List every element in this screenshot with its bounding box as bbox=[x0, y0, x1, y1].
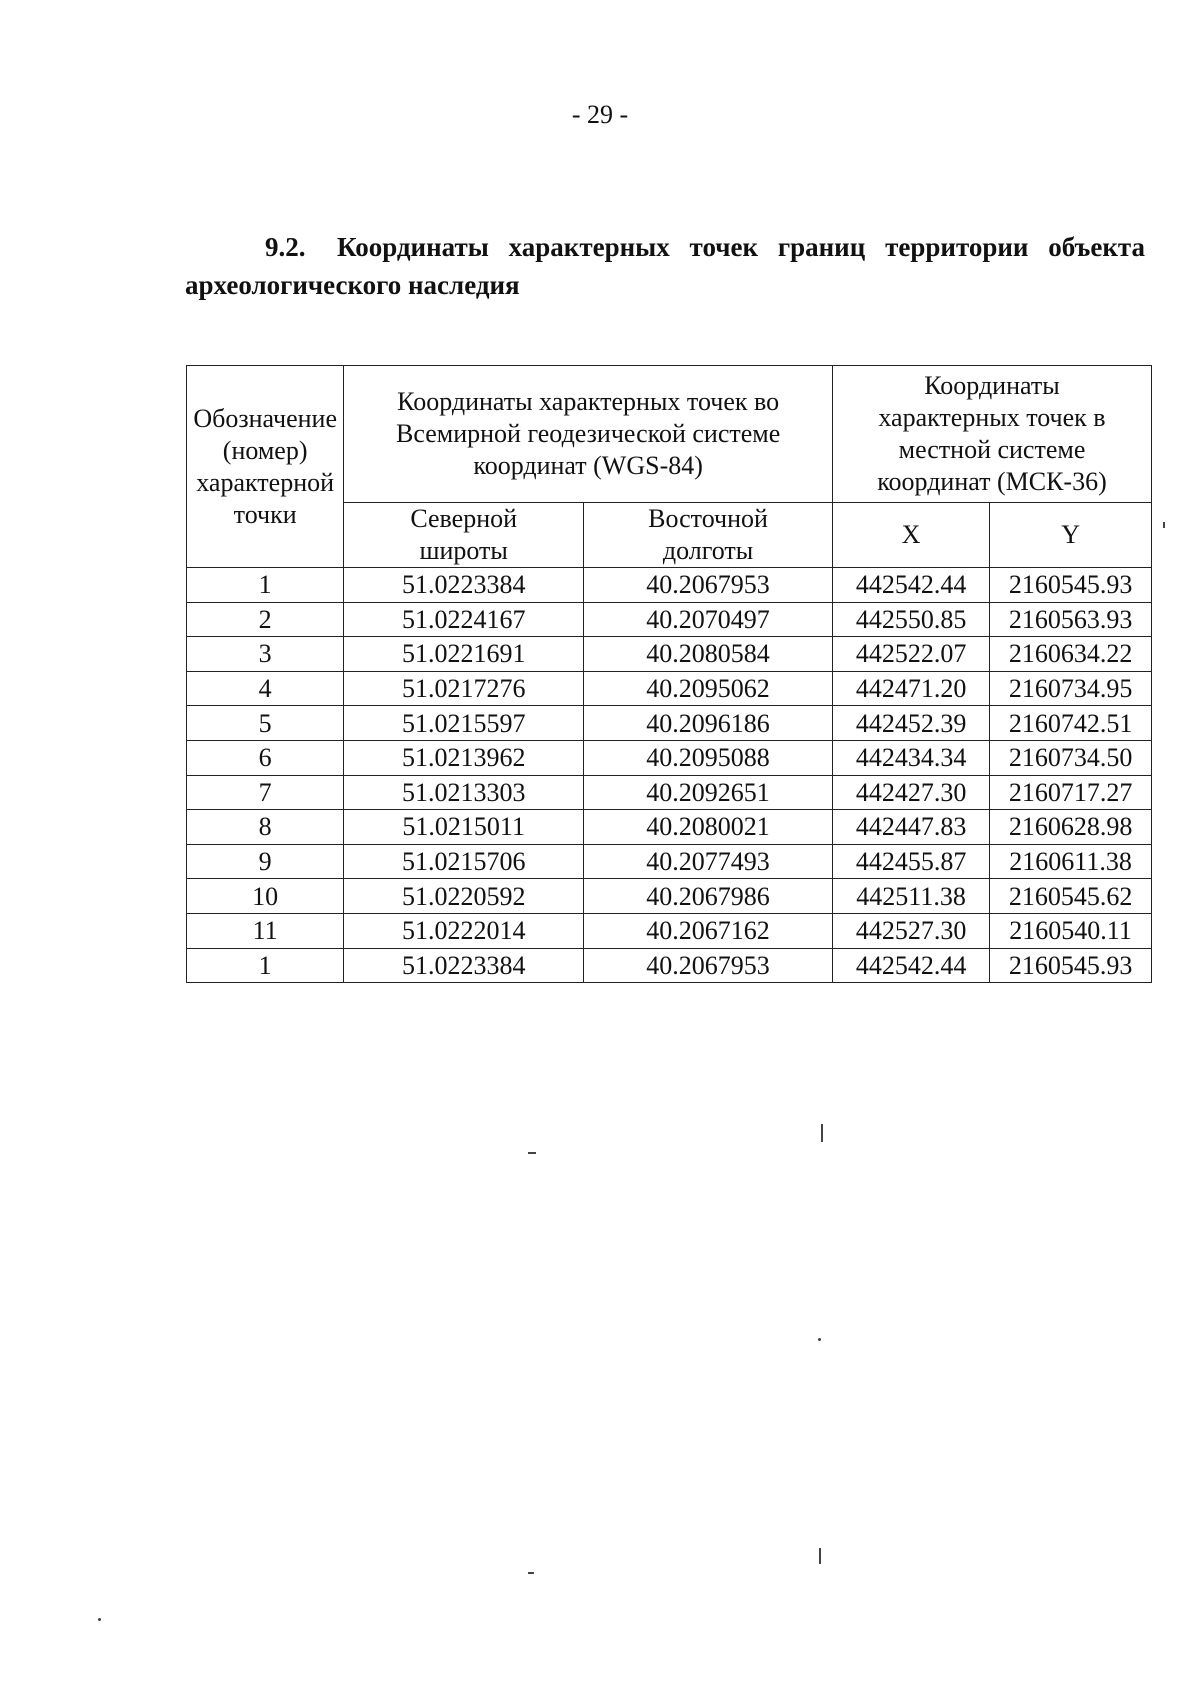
longitude-cell: 40.2067953 bbox=[584, 568, 833, 603]
y-cell: 2160634.22 bbox=[990, 637, 1152, 672]
header-point-designation: Обозначение (номер) характерной точки bbox=[187, 366, 344, 568]
table-row bbox=[187, 810, 1152, 845]
point-number-cell: 6 bbox=[187, 740, 344, 775]
header-x: X bbox=[832, 503, 989, 568]
y-cell: 2160545.62 bbox=[990, 879, 1152, 914]
table-row bbox=[187, 913, 1152, 948]
x-cell: 442427.30 bbox=[832, 775, 989, 810]
header-north-latitude: Северной широты bbox=[344, 503, 584, 568]
y-cell: 2160540.11 bbox=[990, 913, 1152, 948]
table-row bbox=[187, 671, 1152, 706]
point-number-cell: 5 bbox=[187, 706, 344, 741]
longitude-cell: 40.2095062 bbox=[584, 671, 833, 706]
x-cell: 442447.83 bbox=[832, 810, 989, 845]
coordinates-table bbox=[186, 365, 1152, 983]
table-row bbox=[187, 568, 1152, 603]
y-cell: 2160545.93 bbox=[990, 948, 1152, 983]
point-number-cell: 1 bbox=[187, 568, 344, 603]
longitude-cell: 40.2077493 bbox=[584, 844, 833, 879]
y-cell: 2160742.51 bbox=[990, 706, 1152, 741]
point-number-cell: 4 bbox=[187, 671, 344, 706]
table-row bbox=[187, 879, 1152, 914]
latitude-cell: 51.0217276 bbox=[344, 671, 584, 706]
y-cell: 2160563.93 bbox=[990, 602, 1152, 637]
point-number-cell: 7 bbox=[187, 775, 344, 810]
x-cell: 442452.39 bbox=[832, 706, 989, 741]
latitude-cell: 51.0215597 bbox=[344, 706, 584, 741]
y-cell: 2160545.93 bbox=[990, 568, 1152, 603]
point-number-cell: 2 bbox=[187, 602, 344, 637]
y-cell: 2160611.38 bbox=[990, 844, 1152, 879]
latitude-cell: 51.0215011 bbox=[344, 810, 584, 845]
latitude-cell: 51.0224167 bbox=[344, 602, 584, 637]
table-row bbox=[187, 637, 1152, 672]
x-cell: 442550.85 bbox=[832, 602, 989, 637]
latitude-cell: 51.0223384 bbox=[344, 948, 584, 983]
header-wgs84-group: Координаты характерных точек во Всемирной геодезической системе координат (WGS-84) bbox=[344, 366, 833, 503]
longitude-cell: 40.2080021 bbox=[584, 810, 833, 845]
table-row bbox=[187, 775, 1152, 810]
coordinates-table-body bbox=[187, 568, 1152, 983]
latitude-cell: 51.0220592 bbox=[344, 879, 584, 914]
scan-speck bbox=[1163, 522, 1165, 528]
point-number-cell: 9 bbox=[187, 844, 344, 879]
page-number: - 29 - bbox=[571, 100, 629, 129]
point-number-cell: 3 bbox=[187, 637, 344, 672]
point-number-cell: 1 bbox=[187, 948, 344, 983]
latitude-cell: 51.0213303 bbox=[344, 775, 584, 810]
table-row bbox=[187, 602, 1152, 637]
point-number-cell: 10 bbox=[187, 879, 344, 914]
latitude-cell: 51.0222014 bbox=[344, 913, 584, 948]
longitude-cell: 40.2092651 bbox=[584, 775, 833, 810]
x-cell: 442542.44 bbox=[832, 568, 989, 603]
scan-speck bbox=[819, 1548, 821, 1564]
y-cell: 2160628.98 bbox=[990, 810, 1152, 845]
latitude-cell: 51.0223384 bbox=[344, 568, 584, 603]
longitude-cell: 40.2096186 bbox=[584, 706, 833, 741]
header-y: Y bbox=[990, 503, 1152, 568]
x-cell: 442542.44 bbox=[832, 948, 989, 983]
table-row bbox=[187, 844, 1152, 879]
longitude-cell: 40.2070497 bbox=[584, 602, 833, 637]
table-row bbox=[187, 706, 1152, 741]
table-row bbox=[187, 740, 1152, 775]
x-cell: 442434.34 bbox=[832, 740, 989, 775]
scan-speck bbox=[98, 1618, 101, 1621]
x-cell: 442455.87 bbox=[832, 844, 989, 879]
longitude-cell: 40.2067986 bbox=[584, 879, 833, 914]
scan-speck bbox=[528, 1572, 534, 1574]
latitude-cell: 51.0213962 bbox=[344, 740, 584, 775]
latitude-cell: 51.0215706 bbox=[344, 844, 584, 879]
longitude-cell: 40.2080584 bbox=[584, 637, 833, 672]
table-row bbox=[187, 948, 1152, 983]
longitude-cell: 40.2067953 bbox=[584, 948, 833, 983]
section-title: Координаты характерных точек границ территории объекта археологического наследия bbox=[185, 232, 1145, 300]
longitude-cell: 40.2067162 bbox=[584, 913, 833, 948]
x-cell: 442527.30 bbox=[832, 913, 989, 948]
longitude-cell: 40.2095088 bbox=[584, 740, 833, 775]
scan-speck bbox=[818, 1338, 821, 1341]
scan-speck bbox=[528, 1152, 536, 1154]
y-cell: 2160734.50 bbox=[990, 740, 1152, 775]
point-number-cell: 8 bbox=[187, 810, 344, 845]
header-msk36-group: Координаты характерных точек в местной системе координат (МСК-36) bbox=[832, 366, 1151, 503]
y-cell: 2160734.95 bbox=[990, 671, 1152, 706]
section-number: 9.2. bbox=[265, 232, 306, 262]
point-number-cell: 11 bbox=[187, 913, 344, 948]
section-heading bbox=[185, 228, 1145, 304]
header-east-longitude: Восточной долготы bbox=[584, 503, 833, 568]
scan-speck bbox=[821, 1124, 823, 1142]
x-cell: 442471.20 bbox=[832, 671, 989, 706]
latitude-cell: 51.0221691 bbox=[344, 637, 584, 672]
x-cell: 442511.38 bbox=[832, 879, 989, 914]
x-cell: 442522.07 bbox=[832, 637, 989, 672]
y-cell: 2160717.27 bbox=[990, 775, 1152, 810]
